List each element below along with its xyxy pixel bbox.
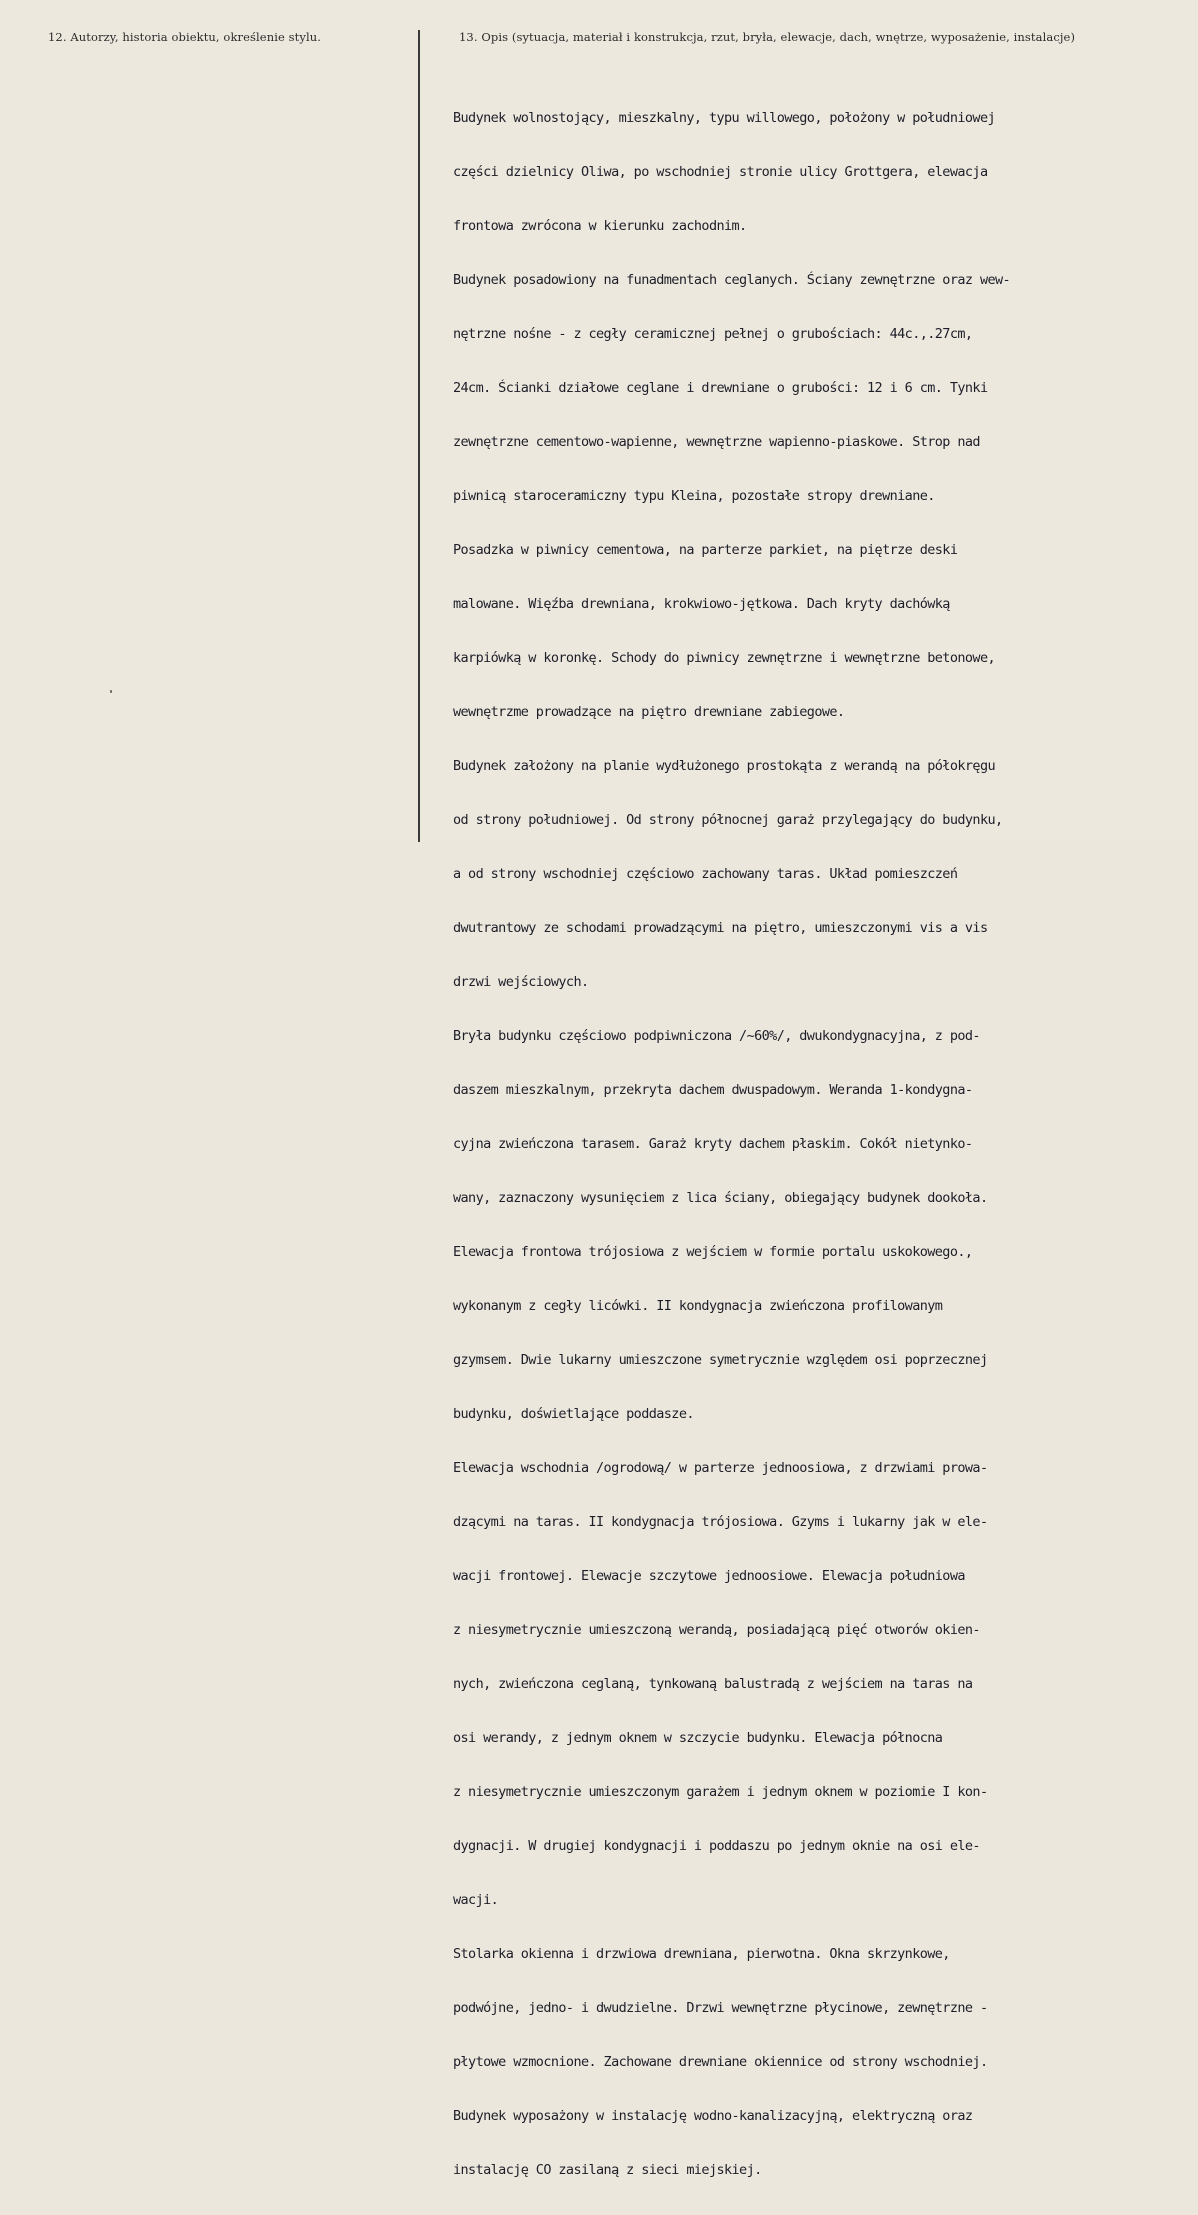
text-line: Budynek wyposażony w instalację wodno-kanalizacyjną, elektryczną oraz — [453, 2108, 973, 2124]
text-line: nętrzne nośne - z cegły ceramicznej pełnej o grubościach: 44c.,.27cm, — [453, 326, 973, 342]
text-line: wany, zaznaczony wysunięciem z lica ściany, obiegający budynek dookoła. — [453, 1190, 988, 1206]
text-line: Posadzka w piwnicy cementowa, na parterze parkiet, na piętrze deski — [453, 542, 958, 558]
text-line: z niesymetrycznie umieszczonym garażem i jednym oknem w poziomie I kon- — [453, 1784, 988, 1800]
text-line: wacji frontowej. Elewacje szczytowe jednoosiowe. Elewacja południowa — [453, 1568, 965, 1584]
text-line: nych, zwieńczona ceglaną, tynkowaną balustradą z wejściem na taras na — [453, 1676, 973, 1692]
text-line: Stolarka okienna i drzwiowa drewniana, pierwotna. Okna skrzynkowe, — [453, 1946, 950, 1962]
text-line: osi werandy, z jednym oknem w szczycie budynku. Elewacja północna — [453, 1730, 943, 1746]
text-line: z niesymetrycznie umieszczoną werandą, posiadającą pięć otworów okien- — [453, 1622, 980, 1638]
paper-speck — [110, 690, 112, 693]
text-line: podwójne, jedno- i dwudzielne. Drzwi wewnętrzne płycinowe, zewnętrzne - — [453, 2000, 988, 2016]
right-column — [422, 0, 1198, 2178]
text-line: dygnacji. W drugiej kondygnacji i poddaszu po jednym oknie na osi ele- — [453, 1838, 980, 1854]
text-line: Elewacja frontowa trójosiowa z wejściem w formie portalu uskokowego., — [453, 1244, 973, 1260]
text-line: Budynek założony na planie wydłużonego prostokąta z werandą na półokręgu — [453, 758, 995, 774]
text-line: Bryła budynku częściowo podpiwniczona /~60%/, dwukondygnacyjna, z pod- — [453, 1028, 980, 1044]
text-line: wykonanym z cegły licówki. II kondygnacja zwieńczona profilowanym — [453, 1298, 943, 1314]
text-line: dzącymi na taras. II kondygnacja trójosiowa. Gzyms i lukarny jak w ele- — [453, 1514, 988, 1530]
text-line: części dzielnicy Oliwa, po wschodniej stronie ulicy Grottgera, elewacja — [453, 164, 988, 180]
text-line: karpiówką w koronkę. Schody do piwnicy zewnętrzne i wewnętrzne betonowe, — [453, 650, 995, 666]
column-divider — [418, 30, 420, 842]
text-line: płytowe wzmocnione. Zachowane drewniane okiennice od strony wschodniej. — [453, 2054, 988, 2070]
text-line: cyjna zwieńczona tarasem. Garaż kryty dachem płaskim. Cokół nietynko- — [453, 1136, 973, 1152]
text-line: od strony południowej. Od strony północnej garaż przylegający do budynku, — [453, 812, 1003, 828]
text-line: instalację CO zasilaną z sieci miejskiej. — [453, 2162, 762, 2178]
field-12-heading: 12. Autorzy, historia obiektu, określenie stylu. — [48, 30, 322, 44]
text-line: wewnętrzme prowadzące na piętro drewniane zabiegowe. — [453, 704, 845, 720]
text-line: Elewacja wschodnia /ogrodową/ w parterze jednoosiowa, z drzwiami prowa- — [453, 1460, 988, 1476]
text-line: malowane. Więźba drewniana, krokwiowo-jętkowa. Dach kryty dachówką — [453, 596, 950, 612]
text-line: daszem mieszkalnym, przekryta dachem dwuspadowym. Weranda 1-kondygna- — [453, 1082, 973, 1098]
text-line: gzymsem. Dwie lukarny umieszczone symetrycznie względem osi poprzecznej — [453, 1352, 988, 1368]
text-line: zewnętrzne cementowo-wapienne, wewnętrzne wapienno-piaskowe. Strop nad — [453, 434, 980, 450]
text-line: frontowa zwrócona w kierunku zachodnim. — [453, 218, 747, 234]
text-line: wacji. — [453, 1892, 499, 1908]
text-line: piwnicą staroceramiczny typu Kleina, pozostałe stropy drewniane. — [453, 488, 935, 504]
description-text — [453, 73, 1197, 2215]
text-line: drzwi wejściowych. — [453, 974, 589, 990]
text-line: Budynek posadowiony na funadmentach ceglanych. Ściany zewnętrzne oraz wew- — [453, 272, 1011, 288]
text-line: dwutrantowy ze schodami prowadzącymi na piętro, umieszczonymi vis a vis — [453, 920, 988, 936]
field-13-heading: 13. Opis (sytuacja, materiał i konstrukcja, rzut, bryła, elewacje, dach, wnętrze, wyposażenie, instalacje) — [459, 30, 1076, 44]
text-line: Budynek wolnostojący, mieszkalny, typu willowego, położony w południowej — [453, 110, 995, 126]
text-line: 24cm. Ścianki działowe ceglane i drewniane o grubości: 12 i 6 cm. Tynki — [453, 380, 988, 396]
text-line: budynku, doświetlające poddasze. — [453, 1406, 694, 1422]
left-column — [0, 0, 418, 842]
text-line: a od strony wschodniej częściowo zachowany taras. Układ pomieszczeń — [453, 866, 958, 882]
